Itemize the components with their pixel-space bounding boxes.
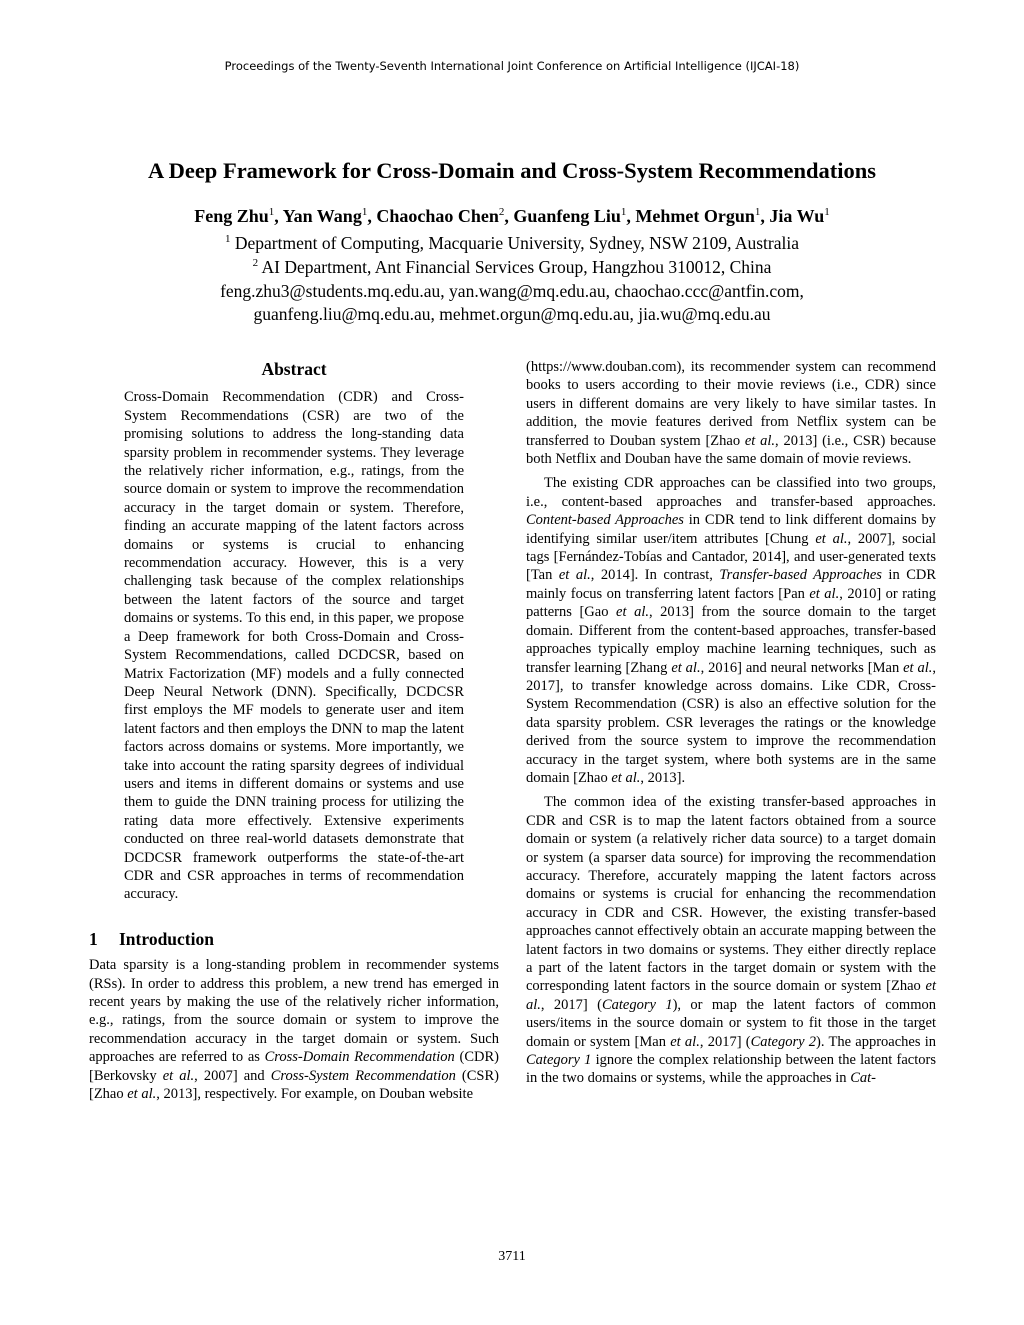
author-name: Jia Wu (769, 206, 825, 226)
italic-text: Transfer-based Approaches (719, 567, 882, 584)
italic-text: Category 2 (750, 1033, 817, 1050)
italic-text: Category 1 (601, 996, 673, 1013)
email-line: feng.zhu3@students.mq.edu.au, yan.wang@mq.edu.au, chaochao.ccc@antfin.com, (220, 281, 804, 301)
author-name: Yan Wang (282, 206, 362, 226)
text-run: , 2007] and (194, 1067, 271, 1084)
text-run: , 2017] ( (699, 1033, 751, 1050)
italic-text: et al. (903, 659, 933, 676)
abstract-text: Cross-Domain Recommendation (CDR) and Cross-System Recommendations (CSR) are two of the promising solutions to address the long-standing data sparsity problem in recommender systems. They leverage the relatively richer information, e.g., ratings, from the source domain or system to improve the recommendation accuracy in the target domain or system. Therefore, finding an accurate mapping of the latent factors across domains or systems is crucial to enhancing recommendation accuracy. However, this is a very challenging task because of the complex relationships between the latent factors of the source and target domains or systems. To this end, in this paper, we propose a Deep framework for both Cross-Domain and Cross-System Recommendations, called DCDCSR, based on Matrix Factorization (MF) models and a fully connected Deep Neural Network (DNN). Specifically, DCDCSR first employs the MF models to generate user and item latent factors and then employs the DNN to map the latent factors across domains or systems. More importantly, we take into account the rating sparsity degrees of individual users and items in different domains or systems and use them to guide the DNN training process for utilizing the rating data more effectively. Extensive experiments conducted on three real-world datasets demonstrate that DCDCSR framework outperforms the state-of-the-art CDR and CSR approaches in terms of recommendation accuracy. (124, 389, 464, 903)
intro-paragraph-2 (526, 474, 936, 787)
italic-text: et al. (127, 1086, 157, 1103)
author-affiliation-mark: 1 (754, 206, 761, 218)
author-name: Feng Zhu (194, 206, 269, 226)
text-run: , 2016] and neural networks [Man (700, 659, 904, 676)
italic-text: et al. (671, 659, 701, 676)
text-run: ). The approaches in (816, 1033, 936, 1050)
text-run: (https://www.douban.com), its recommender system can recommend books to users according to their movie reviews (i.e., CDR) since users in different domains are very likely to have similar tastes. In addition, the movie features derived from Netflix system can be transferred to Douban system [Zhao (526, 359, 936, 449)
text-run: , 2013] (i.e., CSR) because both Netflix and Douban have the same domain of movie reviews. (526, 432, 936, 468)
intro-paragraph-1 (89, 956, 499, 1103)
italic-text: et al. (162, 1067, 195, 1084)
text-run: in CDR mainly focus on transferring latent factors [Pan (526, 567, 937, 602)
author-affiliation-mark: 1 (268, 206, 275, 218)
text-run: ), or map the latent factors of common users/items in the source domain or system to fit those in the target domain or system [Man (526, 996, 936, 1050)
section-title: Introduction (119, 928, 214, 949)
intro-paragraph-1-continued (526, 358, 936, 468)
text-run: Data sparsity is a long-standing problem in recommender systems (RSs). In order to address this problem, a new trend has emerged in recent years by making the use of the relatively richer information, e.g., ratings, from the source domain or system to improve the recommendation accuracy in the target domain or system. Such approaches are referred to as (89, 957, 499, 1066)
author-list: Feng Zhu$^1$, Yan Wang$^1$, Chaochao Chen$^2$, Guanfeng Liu$^1$, Mehmet Orgun$^1$, Jia Wu$^1$ (194, 206, 830, 226)
text-run: , 2013]. (640, 769, 686, 786)
italic-text: et al. (526, 978, 936, 1013)
section-heading (89, 930, 499, 948)
affiliation-mark: 2 (252, 257, 259, 270)
italic-text: Cross-System Recommendation (270, 1067, 456, 1084)
section-number: 1 (89, 928, 98, 949)
text-run: , 2017], to transfer knowledge across domains. Like CDR, Cross-System Recommendation (CSR) is also an effective solution for the data sparsity problem. CSR leverages the ratings or the knowledge derived from the source system to improve the recommendation accuracy in the target system, where both systems are in the same domain [Zhao (526, 659, 936, 786)
text-run: , 2013] from the source domain to the target domain. Different from the content-based approaches, transfer-based approaches typically employ machine learning techniques, such as transfer learning [Zhang (526, 604, 936, 676)
intro-paragraph-3 (526, 793, 936, 1088)
italic-text: Category 1 (526, 1052, 592, 1069)
text-run: , 2007], social tags [Fernández-Tobías and Cantador, 2014], and user-generated texts [Tan (526, 530, 936, 584)
affiliation-mark: 1 (225, 233, 231, 246)
italic-text: et al. (670, 1033, 700, 1050)
text-run: The existing CDR approaches can be classified into two groups, i.e., content-based approaches and transfer-based approaches. (526, 475, 936, 510)
running-header: Proceedings of the Twenty-Seventh International Joint Conference on Artificial Intelligence (IJCAI-18) (224, 59, 800, 73)
text-run: , 2013], respectively. For example, on Douban website (156, 1086, 474, 1103)
italic-text: et al. (558, 567, 591, 584)
text-run: , 2010] or rating patterns [Gao (526, 585, 936, 621)
italic-text: et al. (809, 585, 840, 602)
left-column (89, 358, 499, 1103)
text-run: in CDR tend to link different domains by identifying similar user/item attributes [Chung (526, 512, 936, 547)
affiliation-line (0, 233, 1024, 254)
text-run: (CDR) [Berkovsky (89, 1049, 499, 1084)
author-name: Guanfeng Liu (513, 206, 621, 226)
abstract-heading: Abstract (261, 359, 327, 379)
italic-text: et al. (815, 530, 848, 547)
italic-text: et al. (616, 604, 649, 621)
author-affiliation-mark: 2 (498, 206, 505, 218)
author-name: Chaochao Chen (376, 206, 499, 226)
text-run: (CSR) [Zhao (89, 1067, 499, 1103)
text-run: ignore the complex relationship between the latent factors in the two domains or systems, while the approaches in (526, 1052, 936, 1087)
affiliation-text: AI Department, Ant Financial Services Group, Hangzhou 310012, China (261, 257, 772, 277)
text-run: , 2017] ( (540, 996, 602, 1013)
text-run: , 2014]. In contrast, (590, 567, 720, 584)
right-column (526, 358, 936, 1094)
author-affiliation-mark: 1 (361, 206, 368, 218)
italic-text: Cat- (850, 1070, 876, 1087)
email-line: guanfeng.liu@mq.edu.au, mehmet.orgun@mq.edu.au, jia.wu@mq.edu.au (253, 304, 771, 324)
author-affiliation-mark: 1 (824, 206, 830, 218)
paper-title: A Deep Framework for Cross-Domain and Cross-System Recommendations (147, 158, 877, 183)
italic-text: et al. (744, 432, 776, 449)
text-run: The common idea of the existing transfer-based approaches in CDR and CSR is to map the latent factors obtained from a source domain or system (a relatively richer data source) to a target domain or system (a sparser data source) for improving the recommendation accuracy. Therefore, accurately mapping the latent factors across domains or systems is crucial for enhancing the recommendation accuracy in CDR and CSR. However, the existing transfer-based approaches cannot effectively obtain an accurate mapping between the latent factors in two domains or systems. They either directly replace a part of the latent factors in the target domain or system with the corresponding latent factors in the source domain or system [Zhao (526, 794, 936, 995)
italic-text: Content-based Approaches (526, 512, 684, 529)
author-name: Mehmet Orgun (635, 206, 755, 226)
author-affiliation-mark: 1 (620, 206, 627, 218)
affiliation-text: Department of Computing, Macquarie University, Sydney, NSW 2109, Australia (234, 233, 799, 253)
italic-text: Cross-Domain Recommendation (264, 1049, 455, 1066)
italic-text: et al. (611, 769, 641, 786)
affiliation-line (0, 257, 1024, 278)
page-number: 3711 (498, 1249, 526, 1264)
